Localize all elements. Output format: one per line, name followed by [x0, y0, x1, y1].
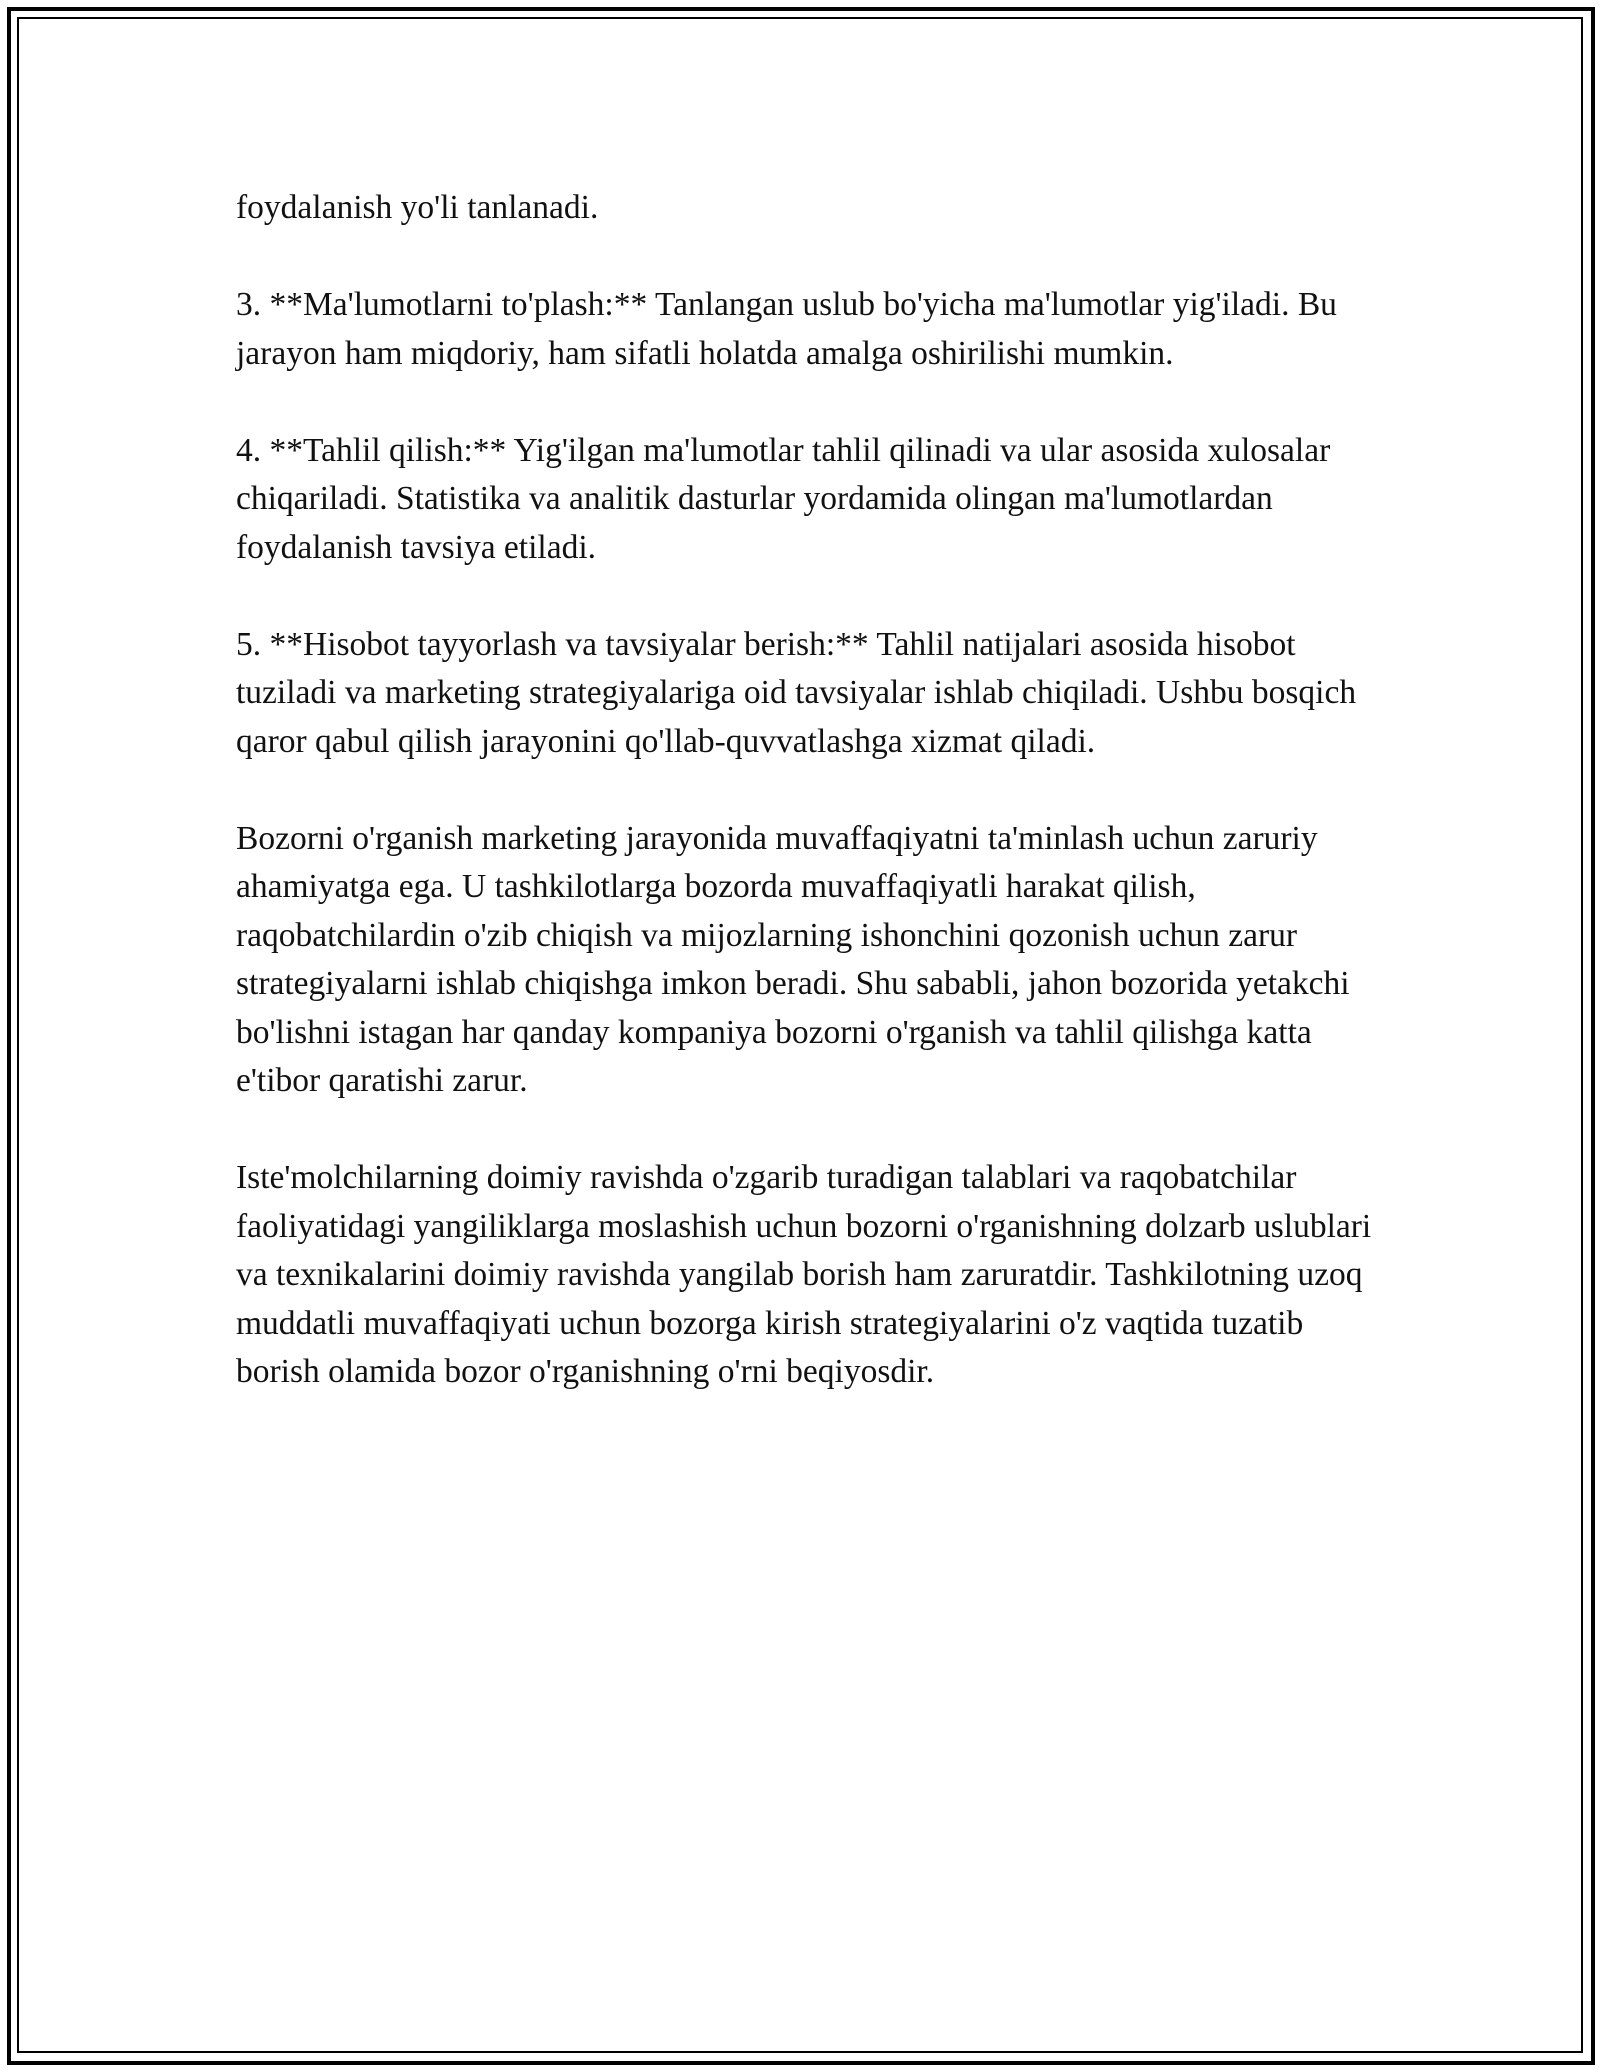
- paragraph-step-4: 4. **Tahlil qilish:** Yig'ilgan ma'lumotlar tahlil qilinadi va ular asosida xulosalar chiqariladi. Statistika va analitik dasturlar yordamida olingan ma'lumotlardan foydalanish tavsiya etiladi.: [236, 431, 1331, 566]
- paragraph-conclusion-2: Iste'molchilarning doimiy ravishda o'zgarib turadigan talablari va raqobatchilar faoliyatidagi yangiliklarga moslashish uchun bozorni o'rganishning dolzarb uslublari va texnikalarini doimiy ravishda yangilab borish ham zaruratdir. Tashkilotning uzoq muddatli muvaffaqiyati uchun bozorga kirish strategiyalarini o'z vaqtida tuzatib borish olamida bozor o'rganishning o'rni beqiyosdir.: [236, 1159, 1372, 1390]
- paragraph-step-3: 3. **Ma'lumotlarni to'plash:** Tanlangan uslub bo'yicha ma'lumotlar yig'iladi. Bu jarayon ham miqdoriy, ham sifatli holatda amalga oshirilishi mumkin.: [236, 286, 1337, 372]
- document-body: [236, 184, 1386, 1445]
- paragraph-conclusion-1: Bozorni o'rganish marketing jarayonida muvaffaqiyatni ta'minlash uchun zaruriy ahamiyatga ega. U tashkilotlarga bozorda muvaffaqiyatli harakat qilish, raqobatchilardin o'zib chiqish va mijozlarning ishonchini qozonish uchun zarur strategiyalarni ishlab chiqishga imkon beradi. Shu sababli, jahon bozorida yetakchi bo'lishni istagan har qanday kompaniya bozorni o'rganish va tahlil qilishga katta e'tibor qaratishi zarur.: [236, 819, 1350, 1099]
- paragraph-step-5: 5. **Hisobot tayyorlash va tavsiyalar berish:** Tahlil natijalari asosida hisobot tuziladi va marketing strategiyalariga oid tavsiyalar ishlab chiqiladi. Ushbu bosqich qaror qabul qilish jarayonini qo'llab-quvvatlashga xizmat qiladi.: [236, 625, 1357, 760]
- paragraph-continuation: foydalanish yo'li tanlanadi.: [236, 189, 599, 226]
